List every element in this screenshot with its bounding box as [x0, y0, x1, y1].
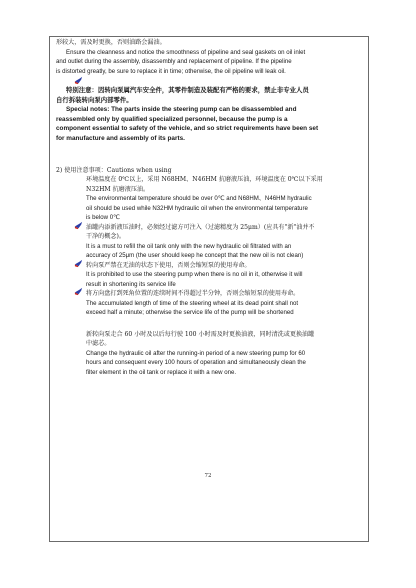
temp-zh-1: 环境温度在 0℃以上，采用 N68HM、N46HM 抗磨液压油，环境温度在 0℃以下采用 [86, 176, 323, 184]
change-oil-en-3: filter element in the oil tank or replace it with a new one. [86, 368, 237, 376]
temp-zh-2: N32HM 抗磨液压油。 [86, 185, 150, 193]
refill-zh-2: 干净的概念)。 [86, 233, 125, 241]
special-note-en-4: for manufacture and assembly of its parts. [56, 134, 185, 142]
no-oil-zh-1: 转向泵严禁在无油的状态下使用，否则会缩短泵的使用寿命。 [86, 261, 251, 269]
special-note-zh-1: 特别注意：因转向泵属汽车安全件，其零件制造及装配有严格的要求，禁止非专业人员 [66, 86, 309, 94]
special-note-zh-2: 自行拆装转向泵内部零件。 [56, 95, 133, 104]
caution-refill [56, 223, 362, 261]
cautions-header: 2) 使用注意事项：Cautions when using [56, 166, 172, 174]
caution-no-oil [56, 261, 362, 290]
intro-en-1: Ensure the cleanness and notice the smoothness of pipeline and seal gaskets on oil inlet [66, 48, 306, 56]
no-oil-en-2: result in shortening its service life [86, 280, 176, 288]
refill-en-1: It is a must to refill the oil tank only with the new hydraulic oil filtrated with an [86, 242, 292, 250]
dead-point-zh-1: 将方向盘打到死角位置的连续时间不得超过半分钟，否则会缩短泵的使用寿命。 [86, 290, 300, 298]
dead-point-en-2: exceed half a minute; otherwise the service life of the pump will be shortened [86, 309, 294, 317]
special-note-en-2: reassembled only by qualified specialized personnel, because the pump is a [56, 115, 288, 123]
refill-zh-1: 油罐内添新液压油时，必须经过滤方可注入（过滤精度为 25μm）(应具有"新"油并不 [86, 223, 315, 231]
hand-pointer-icon [74, 221, 83, 230]
change-oil-zh-1: 新转向泵走合 60 小时及以后每行驶 100 小时需及时更换油液，同时清洗或更换油罐 [86, 330, 315, 338]
change-oil-zh-2: 中滤芯。 [86, 340, 111, 348]
document-body [56, 38, 362, 377]
refill-en-2: accuracy of 25μm (the user should keep he concept that the new oil is not clean) [86, 252, 304, 260]
page-number: 72 [204, 473, 212, 479]
caution-change-oil [56, 330, 362, 378]
intro-en-3: is distorted greatly, be sure to replace it in time; otherwise, the oil pipeline will leak oil. [56, 67, 286, 75]
dead-point-en-1: The accumulated length of time of the steering wheel at its dead point shall not [86, 299, 299, 307]
change-oil-en-2: hours and consequent every 100 hours of operation and simultaneously clean the [86, 359, 306, 367]
special-note-en-3: component essential to safety of the vehicle, and so strict requirements have been set [56, 125, 319, 133]
intro-zh: 形较大，需及时更换，否则油路会漏油。 [56, 39, 166, 46]
special-note-en-1: Special notes: The parts inside the steering pump can be disassembled and [66, 106, 297, 114]
change-oil-en-1: Change the hydraulic oil after the running-in period of a new steering pump for 60 [86, 349, 306, 357]
temp-en-2: oil should be used while N32HM hydraulic oil when the environmental temperature [86, 204, 308, 212]
special-note-icon-row [56, 76, 362, 86]
temp-en-3: is below 0℃ [86, 214, 120, 222]
hand-pointer-icon [74, 76, 83, 85]
intro-en-2: and outlet during the assembly, disassembly and replacement of pipeline. If the pipeline [56, 58, 292, 65]
no-oil-en-1: It is prohibited to use the steering pump when there is no oil in it, otherwise it will [86, 271, 303, 279]
caution-dead-point [56, 289, 362, 318]
temp-en-1: The environmental temperature should be over 0℃ and N68HM、N46HM hydraulic [86, 195, 312, 203]
hand-pointer-icon [74, 259, 83, 268]
hand-pointer-icon [74, 287, 83, 296]
